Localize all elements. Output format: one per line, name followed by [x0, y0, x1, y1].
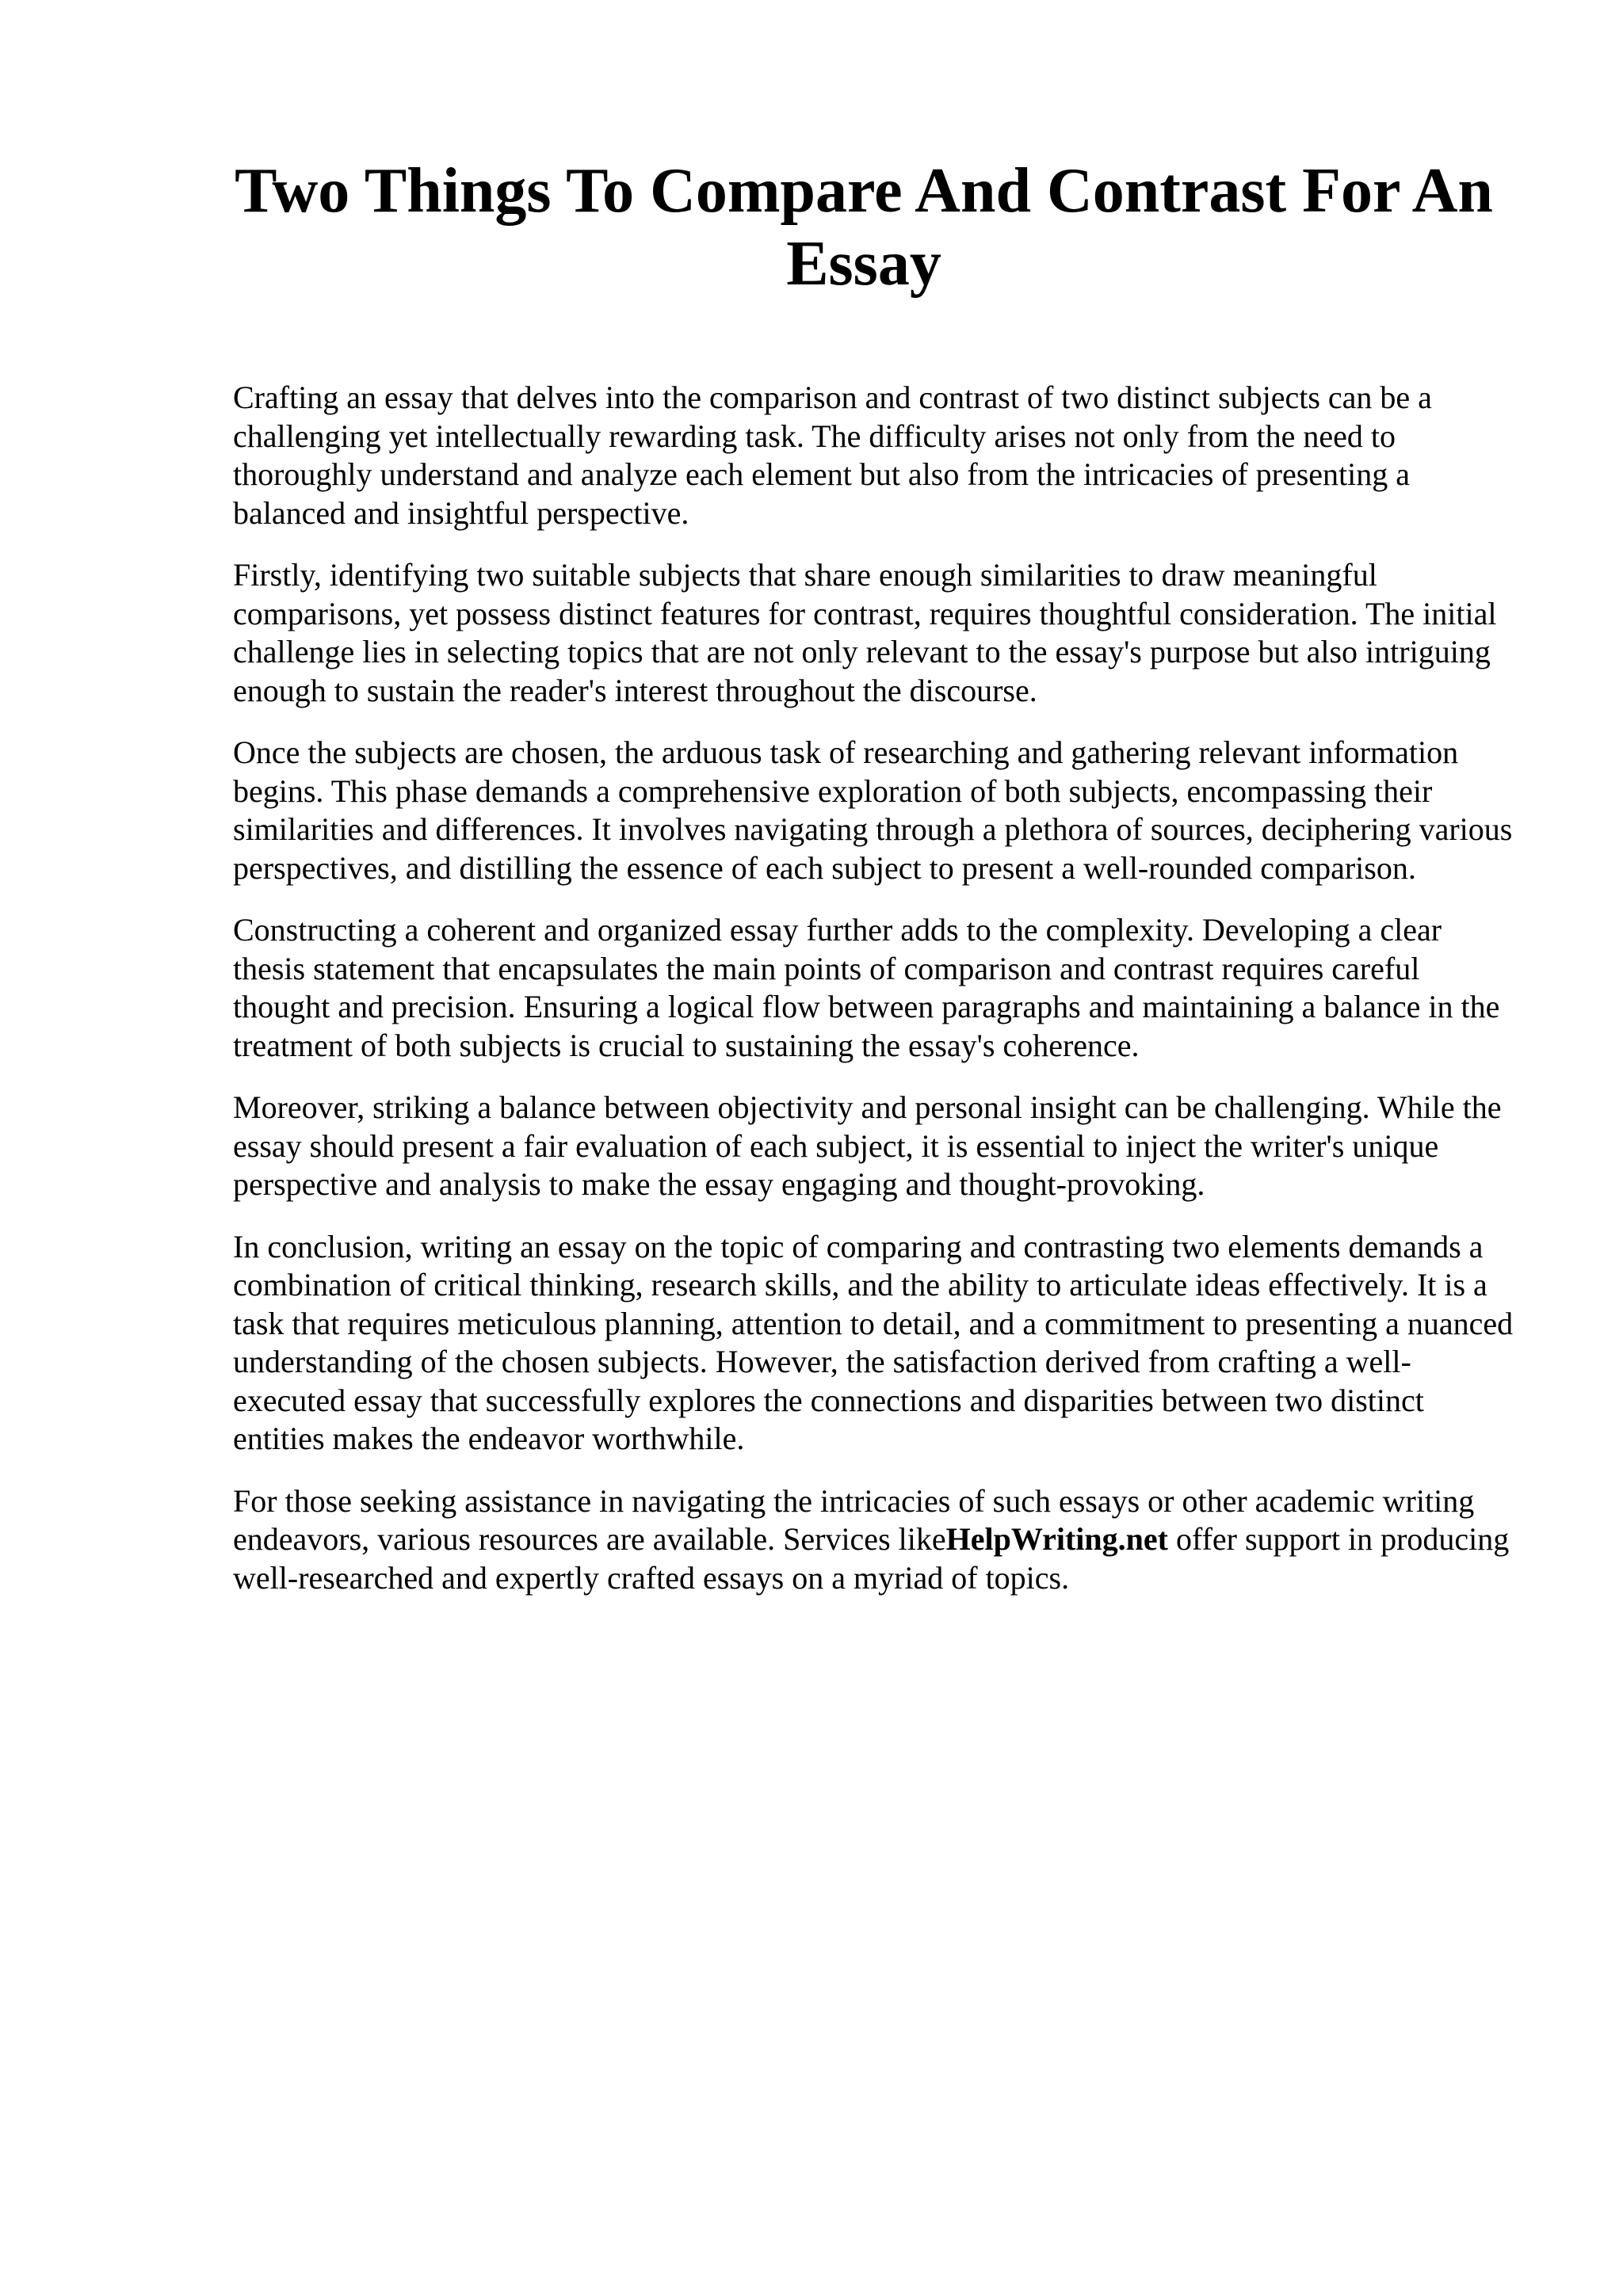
closing-text-after: offer support in producing well-researched and expertly crafted essays on a myriad of topics. — [233, 1521, 1510, 1596]
paragraph-research: Once the subjects are chosen, the arduous task of researching and gathering relevant information begins. This phase demands a comprehensive exploration of both subjects, encompassing their similarities and differences. It involves navigating through a plethora of sources, deciphering various perspectives, and distilling the essence of each subject to present a well-rounded comparison. — [233, 734, 1513, 886]
paragraph-balance: Moreover, striking a balance between objectivity and personal insight can be challenging. While the essay should present a fair evaluation of each subject, it is essential to inject the writer's unique perspective and analysis to make the essay engaging and thought-provoking. — [233, 1089, 1502, 1202]
paragraph-conclusion: In conclusion, writing an essay on the topic of comparing and contrasting two elements demands a combination of critical thinking, research skills, and the ability to articulate ideas effectively. It is a task that requires meticulous planning, attention to detail, and a commitment to presenting a nuanced understanding of the chosen subjects. However, the satisfaction derived from crafting a well-executed essay that successfully explores the connections and disparities between two distinct entities makes the endeavor worthwhile. — [233, 1228, 1514, 1456]
paragraph-structure: Constructing a coherent and organized essay further adds to the complexity. Developing a clear thesis statement that encapsulates the main points of comparison and contrast requires careful thought and precision. Ensuring a logical flow between paragraphs and maintaining a balance in the treatment of both subjects is crucial to sustaining the essay's coherence. — [233, 912, 1500, 1063]
document-body — [233, 379, 1517, 1621]
document-title: Two Things To Compare And Contrast For An Essay — [235, 156, 1493, 299]
closing-text-before: For those seeking assistance in navigating the intricacies of such essays or other academic writing endeavors, various resources are available. Services like — [233, 1482, 1475, 1557]
paragraph-intro: Crafting an essay that delves into the comparison and contrast of two distinct subjects can be a challenging yet intellectually rewarding task. The difficulty arises not only from the need to thoroughly understand and analyze each element but also from the intricacies of presenting a balanced and insightful perspective. — [233, 379, 1432, 531]
paragraph-closing — [233, 1482, 1517, 1598]
paragraph-selecting-subjects: Firstly, identifying two suitable subjects that share enough similarities to draw meaningful comparisons, yet possess distinct features for contrast, requires thoughtful consideration. The initial challenge lies in selecting topics that are not only relevant to the essay's purpose but also intriguing enough to sustain the reader's interest throughout the discourse. — [233, 557, 1497, 708]
service-link[interactable]: HelpWriting.net — [945, 1521, 1168, 1557]
